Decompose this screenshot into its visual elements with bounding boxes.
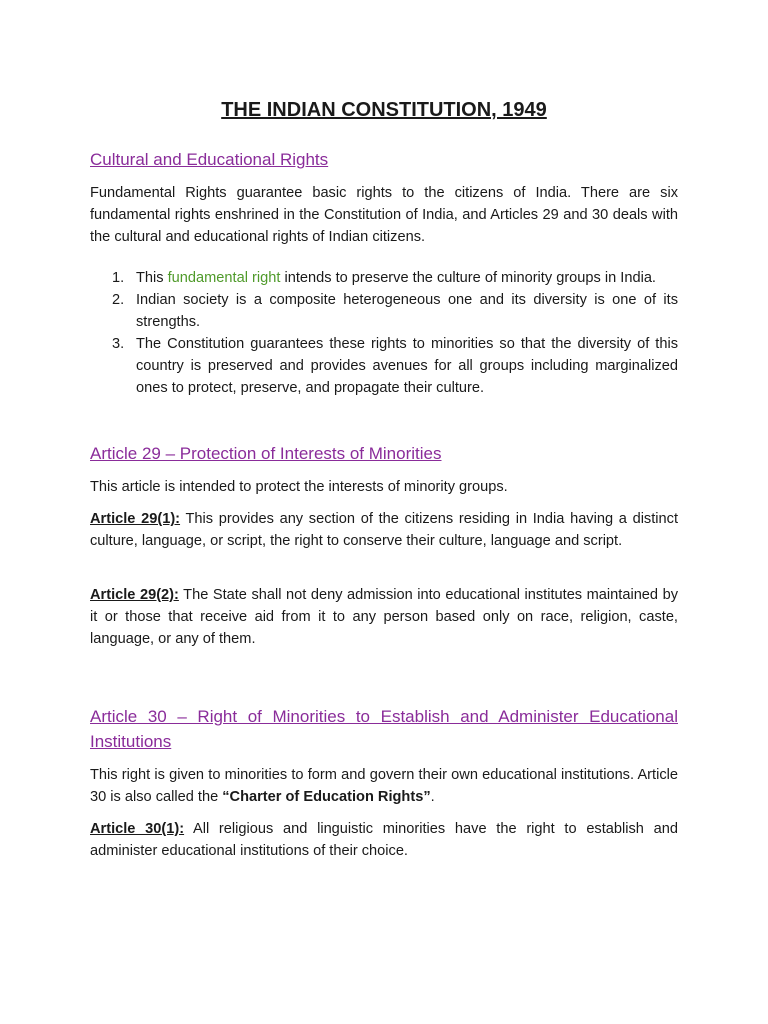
article-30-1-label: Article 30(1): bbox=[90, 821, 185, 837]
article-29-2-text: The State shall not deny admission into educational institutes maintained by it or those that receive aid from it to any person based only on race, religion, caste, language, or any of them. bbox=[90, 587, 678, 647]
list-item-text-post: intends to preserve the culture of minority groups in India. bbox=[280, 270, 656, 286]
article-30-intro bbox=[90, 764, 678, 808]
heading-article-29: Article 29 – Protection of Interests of Minorities bbox=[90, 444, 442, 463]
article-30-1-paragraph bbox=[90, 818, 678, 862]
cultural-intro-paragraph: Fundamental Rights guarantee basic rights to the citizens of India. There are six fundamental rights enshrined in the Constitution of India, and Articles 29 and 30 deals with the cultural and educational rights of Indian citizens. bbox=[90, 185, 678, 245]
fundamental-right-highlight: fundamental right bbox=[167, 270, 281, 286]
list-item-number: 3. bbox=[112, 336, 125, 352]
article-30-intro-end: . bbox=[430, 789, 435, 805]
article-29-intro: This article is intended to protect the interests of minority groups. bbox=[90, 479, 508, 495]
article-29-2-label: Article 29(2): bbox=[90, 587, 179, 603]
article-29-1-text: This provides any section of the citizens residing in India having a distinct culture, language, or script, the right to conserve their culture, language and script. bbox=[90, 511, 678, 549]
heading-article-30: Article 30 – Right of Minorities to Establish and Administer Educational Institutions bbox=[90, 707, 678, 751]
list-item-text: The Constitution guarantees these rights to minorities so that the diversity of this country is preserved and provides avenues for all groups including marginalized ones to protect, preserve, and propagate their culture. bbox=[136, 336, 678, 396]
list-item bbox=[90, 289, 678, 333]
article-29-2-paragraph bbox=[90, 584, 678, 650]
article-29-1-label: Article 29(1): bbox=[90, 511, 181, 527]
heading-cultural-educational-rights: Cultural and Educational Rights bbox=[90, 150, 329, 169]
article-30-1-text: All religious and linguistic minorities have the right to establish and administer educational institutions of their choice. bbox=[90, 821, 678, 859]
charter-of-education-rights: “Charter of Education Rights” bbox=[222, 789, 431, 805]
cultural-rights-list bbox=[90, 267, 678, 399]
list-item-number: 2. bbox=[112, 292, 125, 308]
article-29-1-paragraph bbox=[90, 508, 678, 552]
list-item-number: 1. bbox=[112, 270, 125, 286]
document-title: THE INDIAN CONSTITUTION, 1949 bbox=[221, 99, 547, 121]
list-item-text: Indian society is a composite heterogeneous one and its diversity is one of its strengths. bbox=[136, 292, 678, 330]
list-item-text-pre: This bbox=[136, 270, 168, 286]
article-30-intro-text: This right is given to minorities to form and govern their own educational institutions. Article 30 is also called the bbox=[90, 767, 678, 805]
list-item bbox=[90, 333, 678, 399]
list-item bbox=[90, 267, 678, 289]
